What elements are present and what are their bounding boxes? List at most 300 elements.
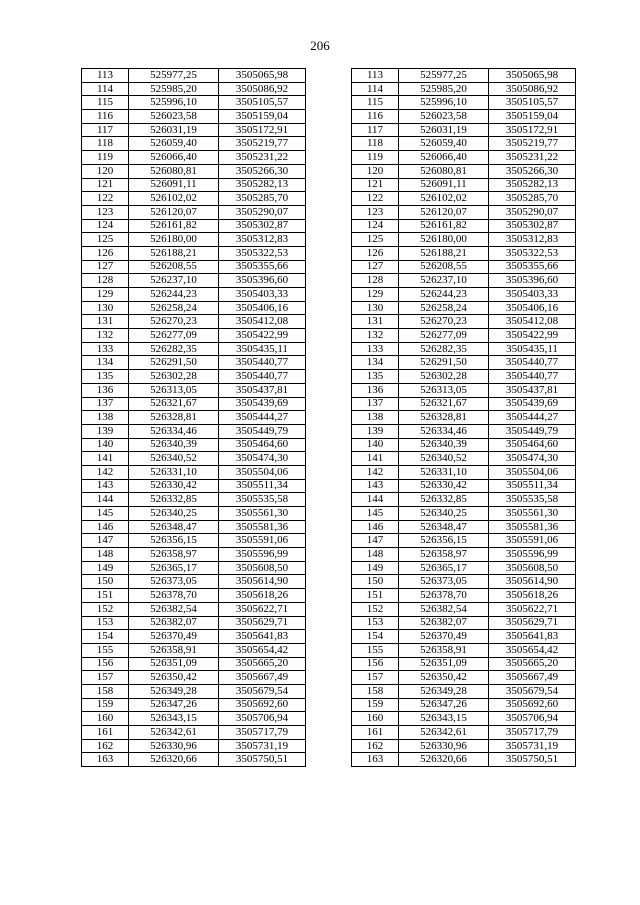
x-coordinate-cell: 526270,23 bbox=[399, 315, 489, 329]
column-gap bbox=[306, 520, 352, 534]
table-row bbox=[82, 383, 576, 397]
x-coordinate-cell: 526365,17 bbox=[399, 561, 489, 575]
table-row bbox=[82, 82, 576, 96]
table-row bbox=[82, 370, 576, 384]
point-number-cell: 125 bbox=[352, 233, 399, 247]
x-coordinate-cell: 526349,28 bbox=[399, 684, 489, 698]
y-coordinate-cell: 3505581,36 bbox=[489, 520, 576, 534]
y-coordinate-cell: 3505435,11 bbox=[219, 342, 306, 356]
y-coordinate-cell: 3505535,58 bbox=[219, 493, 306, 507]
x-coordinate-cell: 526302,28 bbox=[399, 370, 489, 384]
x-coordinate-cell: 526291,50 bbox=[399, 356, 489, 370]
table-row bbox=[82, 397, 576, 411]
x-coordinate-cell: 526340,25 bbox=[129, 507, 219, 521]
y-coordinate-cell: 3505654,42 bbox=[219, 643, 306, 657]
y-coordinate-cell: 3505437,81 bbox=[489, 383, 576, 397]
x-coordinate-cell: 526350,42 bbox=[399, 671, 489, 685]
x-coordinate-cell: 526340,39 bbox=[399, 438, 489, 452]
coordinates-table-body bbox=[82, 69, 576, 767]
x-coordinate-cell: 526382,54 bbox=[399, 602, 489, 616]
table-row bbox=[82, 110, 576, 124]
x-coordinate-cell: 526080,81 bbox=[399, 164, 489, 178]
point-number-cell: 122 bbox=[352, 192, 399, 206]
x-coordinate-cell: 526328,81 bbox=[129, 411, 219, 425]
table-row bbox=[82, 589, 576, 603]
y-coordinate-cell: 3505396,60 bbox=[489, 274, 576, 288]
x-coordinate-cell: 526023,58 bbox=[399, 110, 489, 124]
point-number-cell: 113 bbox=[352, 69, 399, 83]
y-coordinate-cell: 3505322,53 bbox=[489, 246, 576, 260]
point-number-cell: 143 bbox=[352, 479, 399, 493]
table-row bbox=[82, 342, 576, 356]
x-coordinate-cell: 526373,05 bbox=[129, 575, 219, 589]
point-number-cell: 159 bbox=[82, 698, 129, 712]
point-number-cell: 161 bbox=[352, 726, 399, 740]
y-coordinate-cell: 3505406,16 bbox=[489, 301, 576, 315]
x-coordinate-cell: 526237,10 bbox=[399, 274, 489, 288]
point-number-cell: 120 bbox=[82, 164, 129, 178]
x-coordinate-cell: 526340,39 bbox=[129, 438, 219, 452]
y-coordinate-cell: 3505440,77 bbox=[489, 356, 576, 370]
point-number-cell: 146 bbox=[352, 520, 399, 534]
x-coordinate-cell: 526332,85 bbox=[129, 493, 219, 507]
point-number-cell: 156 bbox=[352, 657, 399, 671]
column-gap bbox=[306, 315, 352, 329]
table-row bbox=[82, 424, 576, 438]
table-row bbox=[82, 274, 576, 288]
table-row bbox=[82, 260, 576, 274]
y-coordinate-cell: 3505231,22 bbox=[219, 151, 306, 165]
point-number-cell: 122 bbox=[82, 192, 129, 206]
y-coordinate-cell: 3505439,69 bbox=[489, 397, 576, 411]
x-coordinate-cell: 526343,15 bbox=[399, 712, 489, 726]
y-coordinate-cell: 3505692,60 bbox=[219, 698, 306, 712]
y-coordinate-cell: 3505439,69 bbox=[219, 397, 306, 411]
x-coordinate-cell: 525985,20 bbox=[399, 82, 489, 96]
point-number-cell: 119 bbox=[352, 151, 399, 165]
x-coordinate-cell: 526350,42 bbox=[129, 671, 219, 685]
table-row bbox=[82, 192, 576, 206]
y-coordinate-cell: 3505591,06 bbox=[219, 534, 306, 548]
column-gap bbox=[306, 534, 352, 548]
x-coordinate-cell: 526356,15 bbox=[129, 534, 219, 548]
y-coordinate-cell: 3505435,11 bbox=[489, 342, 576, 356]
point-number-cell: 139 bbox=[352, 424, 399, 438]
point-number-cell: 113 bbox=[82, 69, 129, 83]
column-gap bbox=[306, 301, 352, 315]
x-coordinate-cell: 526382,07 bbox=[129, 616, 219, 630]
table-row bbox=[82, 643, 576, 657]
x-coordinate-cell: 526321,67 bbox=[399, 397, 489, 411]
x-coordinate-cell: 526332,85 bbox=[399, 493, 489, 507]
table-row bbox=[82, 534, 576, 548]
column-gap bbox=[306, 356, 352, 370]
x-coordinate-cell: 526343,15 bbox=[129, 712, 219, 726]
table-row bbox=[82, 671, 576, 685]
x-coordinate-cell: 526320,66 bbox=[129, 753, 219, 767]
column-gap bbox=[306, 643, 352, 657]
x-coordinate-cell: 526347,26 bbox=[129, 698, 219, 712]
point-number-cell: 134 bbox=[352, 356, 399, 370]
y-coordinate-cell: 3505312,83 bbox=[219, 233, 306, 247]
table-row bbox=[82, 123, 576, 137]
y-coordinate-cell: 3505511,34 bbox=[219, 479, 306, 493]
y-coordinate-cell: 3505290,07 bbox=[489, 205, 576, 219]
x-coordinate-cell: 525996,10 bbox=[399, 96, 489, 110]
y-coordinate-cell: 3505437,81 bbox=[219, 383, 306, 397]
x-coordinate-cell: 526102,02 bbox=[129, 192, 219, 206]
point-number-cell: 144 bbox=[352, 493, 399, 507]
y-coordinate-cell: 3505629,71 bbox=[489, 616, 576, 630]
point-number-cell: 161 bbox=[82, 726, 129, 740]
y-coordinate-cell: 3505504,06 bbox=[219, 465, 306, 479]
y-coordinate-cell: 3505464,60 bbox=[489, 438, 576, 452]
table-row bbox=[82, 411, 576, 425]
point-number-cell: 153 bbox=[352, 616, 399, 630]
point-number-cell: 147 bbox=[352, 534, 399, 548]
table-row bbox=[82, 602, 576, 616]
x-coordinate-cell: 526331,10 bbox=[129, 465, 219, 479]
column-gap bbox=[306, 260, 352, 274]
y-coordinate-cell: 3505561,30 bbox=[489, 507, 576, 521]
point-number-cell: 157 bbox=[82, 671, 129, 685]
x-coordinate-cell: 526161,82 bbox=[399, 219, 489, 233]
column-gap bbox=[306, 657, 352, 671]
y-coordinate-cell: 3505641,83 bbox=[219, 630, 306, 644]
point-number-cell: 163 bbox=[82, 753, 129, 767]
x-coordinate-cell: 526277,09 bbox=[129, 329, 219, 343]
y-coordinate-cell: 3505591,06 bbox=[489, 534, 576, 548]
point-number-cell: 141 bbox=[82, 452, 129, 466]
point-number-cell: 155 bbox=[352, 643, 399, 657]
y-coordinate-cell: 3505679,54 bbox=[219, 684, 306, 698]
column-gap bbox=[306, 274, 352, 288]
y-coordinate-cell: 3505474,30 bbox=[219, 452, 306, 466]
y-coordinate-cell: 3505679,54 bbox=[489, 684, 576, 698]
y-coordinate-cell: 3505665,20 bbox=[219, 657, 306, 671]
table-row bbox=[82, 356, 576, 370]
y-coordinate-cell: 3505654,42 bbox=[489, 643, 576, 657]
y-coordinate-cell: 3505608,50 bbox=[489, 561, 576, 575]
x-coordinate-cell: 526342,61 bbox=[129, 726, 219, 740]
point-number-cell: 145 bbox=[82, 507, 129, 521]
y-coordinate-cell: 3505312,83 bbox=[489, 233, 576, 247]
column-gap bbox=[306, 219, 352, 233]
y-coordinate-cell: 3505449,79 bbox=[219, 424, 306, 438]
column-gap bbox=[306, 178, 352, 192]
x-coordinate-cell: 526334,46 bbox=[129, 424, 219, 438]
x-coordinate-cell: 526313,05 bbox=[399, 383, 489, 397]
table-row bbox=[82, 246, 576, 260]
point-number-cell: 118 bbox=[352, 137, 399, 151]
column-gap bbox=[306, 82, 352, 96]
x-coordinate-cell: 526373,05 bbox=[399, 575, 489, 589]
x-coordinate-cell: 526348,47 bbox=[129, 520, 219, 534]
x-coordinate-cell: 526351,09 bbox=[129, 657, 219, 671]
y-coordinate-cell: 3505159,04 bbox=[219, 110, 306, 124]
y-coordinate-cell: 3505614,90 bbox=[489, 575, 576, 589]
point-number-cell: 142 bbox=[82, 465, 129, 479]
y-coordinate-cell: 3505290,07 bbox=[219, 205, 306, 219]
point-number-cell: 144 bbox=[82, 493, 129, 507]
point-number-cell: 149 bbox=[352, 561, 399, 575]
y-coordinate-cell: 3505608,50 bbox=[219, 561, 306, 575]
point-number-cell: 133 bbox=[352, 342, 399, 356]
y-coordinate-cell: 3505561,30 bbox=[219, 507, 306, 521]
y-coordinate-cell: 3505717,79 bbox=[219, 726, 306, 740]
point-number-cell: 154 bbox=[82, 630, 129, 644]
y-coordinate-cell: 3505105,57 bbox=[219, 96, 306, 110]
x-coordinate-cell: 526031,19 bbox=[399, 123, 489, 137]
column-gap bbox=[306, 548, 352, 562]
x-coordinate-cell: 526358,91 bbox=[129, 643, 219, 657]
y-coordinate-cell: 3505440,77 bbox=[219, 370, 306, 384]
point-number-cell: 129 bbox=[352, 288, 399, 302]
y-coordinate-cell: 3505159,04 bbox=[489, 110, 576, 124]
table-row bbox=[82, 233, 576, 247]
x-coordinate-cell: 526208,55 bbox=[129, 260, 219, 274]
y-coordinate-cell: 3505403,33 bbox=[219, 288, 306, 302]
y-coordinate-cell: 3505396,60 bbox=[219, 274, 306, 288]
x-coordinate-cell: 526321,67 bbox=[129, 397, 219, 411]
point-number-cell: 140 bbox=[352, 438, 399, 452]
point-number-cell: 118 bbox=[82, 137, 129, 151]
point-number-cell: 132 bbox=[352, 329, 399, 343]
point-number-cell: 115 bbox=[82, 96, 129, 110]
table-row bbox=[82, 630, 576, 644]
x-coordinate-cell: 526059,40 bbox=[399, 137, 489, 151]
y-coordinate-cell: 3505504,06 bbox=[489, 465, 576, 479]
point-number-cell: 163 bbox=[352, 753, 399, 767]
x-coordinate-cell: 526370,49 bbox=[399, 630, 489, 644]
point-number-cell: 130 bbox=[352, 301, 399, 315]
point-number-cell: 157 bbox=[352, 671, 399, 685]
x-coordinate-cell: 526091,11 bbox=[399, 178, 489, 192]
y-coordinate-cell: 3505449,79 bbox=[489, 424, 576, 438]
point-number-cell: 119 bbox=[82, 151, 129, 165]
x-coordinate-cell: 526382,54 bbox=[129, 602, 219, 616]
point-number-cell: 152 bbox=[352, 602, 399, 616]
column-gap bbox=[306, 684, 352, 698]
column-gap bbox=[306, 424, 352, 438]
y-coordinate-cell: 3505474,30 bbox=[489, 452, 576, 466]
x-coordinate-cell: 526258,24 bbox=[399, 301, 489, 315]
x-coordinate-cell: 526340,52 bbox=[399, 452, 489, 466]
x-coordinate-cell: 526313,05 bbox=[129, 383, 219, 397]
y-coordinate-cell: 3505302,87 bbox=[489, 219, 576, 233]
table-row bbox=[82, 698, 576, 712]
y-coordinate-cell: 3505629,71 bbox=[219, 616, 306, 630]
column-gap bbox=[306, 726, 352, 740]
x-coordinate-cell: 526270,23 bbox=[129, 315, 219, 329]
point-number-cell: 117 bbox=[82, 123, 129, 137]
point-number-cell: 115 bbox=[352, 96, 399, 110]
point-number-cell: 138 bbox=[82, 411, 129, 425]
x-coordinate-cell: 526059,40 bbox=[129, 137, 219, 151]
column-gap bbox=[306, 630, 352, 644]
x-coordinate-cell: 525977,25 bbox=[399, 69, 489, 83]
x-coordinate-cell: 526349,28 bbox=[129, 684, 219, 698]
y-coordinate-cell: 3505219,77 bbox=[219, 137, 306, 151]
y-coordinate-cell: 3505535,58 bbox=[489, 493, 576, 507]
point-number-cell: 142 bbox=[352, 465, 399, 479]
point-number-cell: 153 bbox=[82, 616, 129, 630]
point-number-cell: 116 bbox=[82, 110, 129, 124]
table-row bbox=[82, 178, 576, 192]
y-coordinate-cell: 3505172,91 bbox=[489, 123, 576, 137]
x-coordinate-cell: 526370,49 bbox=[129, 630, 219, 644]
column-gap bbox=[306, 411, 352, 425]
point-number-cell: 124 bbox=[82, 219, 129, 233]
x-coordinate-cell: 526331,10 bbox=[399, 465, 489, 479]
x-coordinate-cell: 526330,96 bbox=[129, 739, 219, 753]
x-coordinate-cell: 526180,00 bbox=[399, 233, 489, 247]
x-coordinate-cell: 526023,58 bbox=[129, 110, 219, 124]
y-coordinate-cell: 3505266,30 bbox=[489, 164, 576, 178]
column-gap bbox=[306, 465, 352, 479]
point-number-cell: 162 bbox=[352, 739, 399, 753]
y-coordinate-cell: 3505355,66 bbox=[489, 260, 576, 274]
y-coordinate-cell: 3505285,70 bbox=[219, 192, 306, 206]
y-coordinate-cell: 3505750,51 bbox=[219, 753, 306, 767]
column-gap bbox=[306, 575, 352, 589]
x-coordinate-cell: 526066,40 bbox=[399, 151, 489, 165]
y-coordinate-cell: 3505065,98 bbox=[489, 69, 576, 83]
point-number-cell: 120 bbox=[352, 164, 399, 178]
point-number-cell: 136 bbox=[82, 383, 129, 397]
table-row bbox=[82, 726, 576, 740]
column-gap bbox=[306, 370, 352, 384]
point-number-cell: 140 bbox=[82, 438, 129, 452]
x-coordinate-cell: 526358,97 bbox=[399, 548, 489, 562]
y-coordinate-cell: 3505622,71 bbox=[219, 602, 306, 616]
y-coordinate-cell: 3505464,60 bbox=[219, 438, 306, 452]
column-gap bbox=[306, 589, 352, 603]
y-coordinate-cell: 3505231,22 bbox=[489, 151, 576, 165]
x-coordinate-cell: 525996,10 bbox=[129, 96, 219, 110]
point-number-cell: 151 bbox=[352, 589, 399, 603]
x-coordinate-cell: 526334,46 bbox=[399, 424, 489, 438]
y-coordinate-cell: 3505618,26 bbox=[219, 589, 306, 603]
point-number-cell: 127 bbox=[352, 260, 399, 274]
column-gap bbox=[306, 602, 352, 616]
point-number-cell: 132 bbox=[82, 329, 129, 343]
column-gap bbox=[306, 616, 352, 630]
y-coordinate-cell: 3505440,77 bbox=[489, 370, 576, 384]
point-number-cell: 125 bbox=[82, 233, 129, 247]
column-gap bbox=[306, 397, 352, 411]
table-row bbox=[82, 164, 576, 178]
point-number-cell: 156 bbox=[82, 657, 129, 671]
point-number-cell: 147 bbox=[82, 534, 129, 548]
y-coordinate-cell: 3505731,19 bbox=[489, 739, 576, 753]
column-gap bbox=[306, 164, 352, 178]
x-coordinate-cell: 526340,25 bbox=[399, 507, 489, 521]
point-number-cell: 143 bbox=[82, 479, 129, 493]
y-coordinate-cell: 3505581,36 bbox=[219, 520, 306, 534]
point-number-cell: 148 bbox=[352, 548, 399, 562]
point-number-cell: 116 bbox=[352, 110, 399, 124]
x-coordinate-cell: 526277,09 bbox=[399, 329, 489, 343]
point-number-cell: 133 bbox=[82, 342, 129, 356]
x-coordinate-cell: 526180,00 bbox=[129, 233, 219, 247]
y-coordinate-cell: 3505285,70 bbox=[489, 192, 576, 206]
table-row bbox=[82, 219, 576, 233]
point-number-cell: 117 bbox=[352, 123, 399, 137]
x-coordinate-cell: 526031,19 bbox=[129, 123, 219, 137]
point-number-cell: 145 bbox=[352, 507, 399, 521]
table-row bbox=[82, 479, 576, 493]
point-number-cell: 139 bbox=[82, 424, 129, 438]
point-number-cell: 155 bbox=[82, 643, 129, 657]
table-row bbox=[82, 561, 576, 575]
x-coordinate-cell: 526351,09 bbox=[399, 657, 489, 671]
table-row bbox=[82, 507, 576, 521]
column-gap bbox=[306, 507, 352, 521]
y-coordinate-cell: 3505596,99 bbox=[489, 548, 576, 562]
y-coordinate-cell: 3505706,94 bbox=[219, 712, 306, 726]
point-number-cell: 130 bbox=[82, 301, 129, 315]
point-number-cell: 160 bbox=[82, 712, 129, 726]
x-coordinate-cell: 526080,81 bbox=[129, 164, 219, 178]
x-coordinate-cell: 526188,21 bbox=[399, 246, 489, 260]
x-coordinate-cell: 526120,07 bbox=[129, 205, 219, 219]
point-number-cell: 162 bbox=[82, 739, 129, 753]
table-row bbox=[82, 205, 576, 219]
column-gap bbox=[306, 233, 352, 247]
y-coordinate-cell: 3505406,16 bbox=[219, 301, 306, 315]
table-row bbox=[82, 288, 576, 302]
point-number-cell: 126 bbox=[82, 246, 129, 260]
y-coordinate-cell: 3505596,99 bbox=[219, 548, 306, 562]
column-gap bbox=[306, 192, 352, 206]
point-number-cell: 146 bbox=[82, 520, 129, 534]
x-coordinate-cell: 526330,42 bbox=[129, 479, 219, 493]
point-number-cell: 150 bbox=[352, 575, 399, 589]
point-number-cell: 131 bbox=[82, 315, 129, 329]
point-number-cell: 136 bbox=[352, 383, 399, 397]
column-gap bbox=[306, 698, 352, 712]
y-coordinate-cell: 3505412,08 bbox=[489, 315, 576, 329]
column-gap bbox=[306, 671, 352, 685]
y-coordinate-cell: 3505172,91 bbox=[219, 123, 306, 137]
y-coordinate-cell: 3505302,87 bbox=[219, 219, 306, 233]
y-coordinate-cell: 3505717,79 bbox=[489, 726, 576, 740]
point-number-cell: 129 bbox=[82, 288, 129, 302]
table-row bbox=[82, 452, 576, 466]
table-row bbox=[82, 137, 576, 151]
x-coordinate-cell: 526282,35 bbox=[399, 342, 489, 356]
table-row bbox=[82, 616, 576, 630]
table-row bbox=[82, 329, 576, 343]
point-number-cell: 126 bbox=[352, 246, 399, 260]
coordinates-table bbox=[81, 68, 576, 767]
table-row bbox=[82, 520, 576, 534]
x-coordinate-cell: 526208,55 bbox=[399, 260, 489, 274]
table-row bbox=[82, 315, 576, 329]
column-gap bbox=[306, 151, 352, 165]
x-coordinate-cell: 526378,70 bbox=[399, 589, 489, 603]
x-coordinate-cell: 526347,26 bbox=[399, 698, 489, 712]
point-number-cell: 148 bbox=[82, 548, 129, 562]
y-coordinate-cell: 3505618,26 bbox=[489, 589, 576, 603]
y-coordinate-cell: 3505086,92 bbox=[489, 82, 576, 96]
column-gap bbox=[306, 246, 352, 260]
point-number-cell: 114 bbox=[352, 82, 399, 96]
y-coordinate-cell: 3505322,53 bbox=[219, 246, 306, 260]
column-gap bbox=[306, 137, 352, 151]
x-coordinate-cell: 526365,17 bbox=[129, 561, 219, 575]
